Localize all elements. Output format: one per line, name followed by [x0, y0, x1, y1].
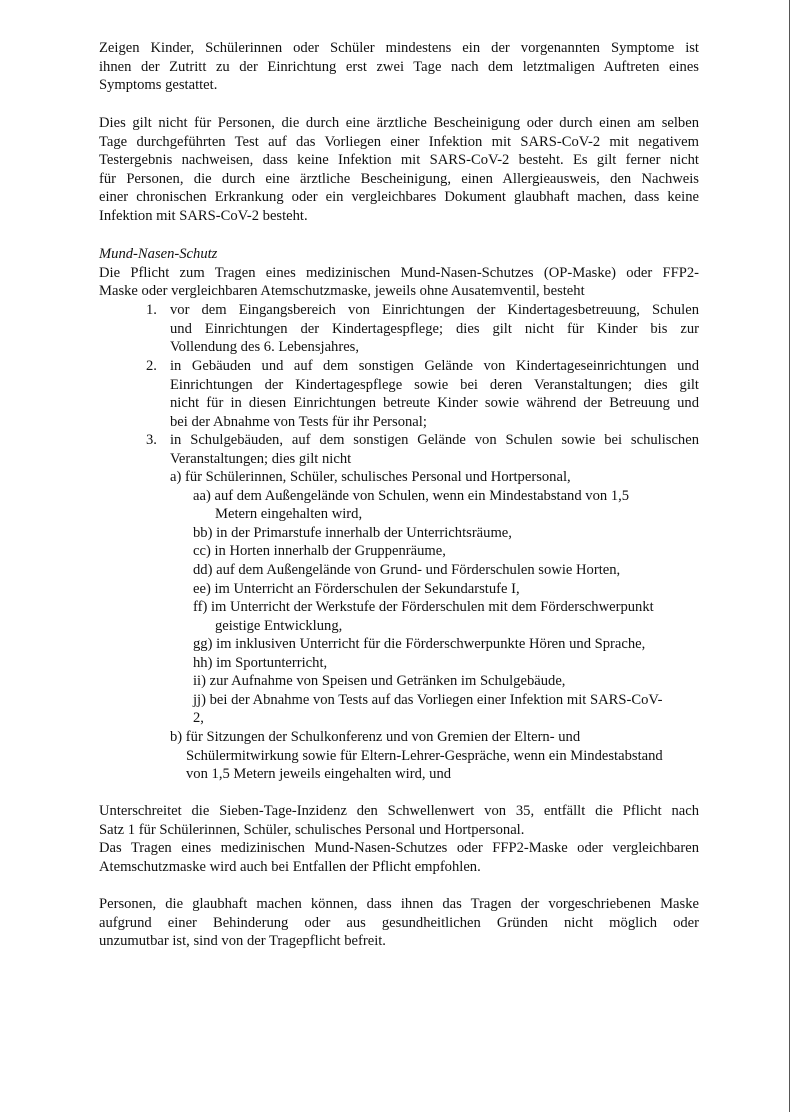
list-item: [170, 431, 699, 468]
text-line: Infektion mit SARS-CoV-2 besteht.: [99, 207, 308, 224]
text-line: Atemschutzmaske wird auch bei Entfallen der Pflicht empfohlen.: [99, 858, 481, 875]
sub-sub-item: ee) im Unterricht an Förderschulen der Sekundarstufe I,: [193, 581, 520, 597]
sub-item-a: a) für Schülerinnen, Schüler, schulisches Personal und Hortpersonal,: [170, 469, 571, 485]
text-line: und Einrichtungen der Kindertagespflege; dies gilt nicht für Kinder bis zur: [170, 320, 699, 337]
sub-sub-item: bb) in der Primarstufe innerhalb der Unterrichtsräume,: [193, 525, 512, 541]
text-line: bei der Abnahme von Tests für ihr Personal;: [170, 413, 427, 430]
list-number: 1.: [146, 302, 157, 318]
sub-item-b: b) für Sitzungen der Schulkonferenz und von Gremien der Eltern- und: [170, 729, 581, 745]
text-line: Zeigen Kinder, Schülerinnen oder Schüler mindestens ein der vorgenannten Symptome ist: [99, 40, 699, 56]
list-item: [170, 357, 699, 431]
text-line: Einrichtungen der Kindertagespflege sowie bei deren Veranstaltungen; dies gilt: [170, 376, 699, 393]
sub-sub-item-continuation: geistige Entwicklung,: [215, 618, 343, 634]
text-line: einer chronischen Erkrankung oder ein vergleichbares Dokument glaubhaft machen, dass keine: [99, 189, 699, 206]
text-line: Vollendung des 6. Lebensjahres,: [170, 339, 360, 356]
list-number: 3.: [146, 432, 157, 448]
text-line: Testergebnis nachweisen, dass keine Infektion mit SARS-CoV-2 besteht. Es gilt ferner nicht: [99, 152, 699, 169]
text-line: nicht für in diesen Einrichtungen betreute Kinder sowie während der Betreuung und: [170, 395, 699, 412]
text-line: ihnen der Zutritt zu der Einrichtung erst zwei Tage nach dem letztmaligen Auftreten eines: [99, 58, 699, 75]
sub-sub-item-continuation: 2,: [193, 710, 204, 726]
sub-item-b-continuation: Schülermitwirkung sowie für Eltern-Lehrer-Gespräche, wenn ein Mindestabstand: [186, 748, 663, 764]
text-line: in Gebäuden und auf dem sonstigen Gelände von Kindertageseinrichtungen und: [170, 358, 699, 374]
text-line: Personen, die glaubhaft machen können, dass ihnen das Tragen der vorgeschriebenen Maske: [99, 896, 699, 912]
sub-sub-item: hh) im Sportunterricht,: [193, 655, 328, 671]
text-line: für Personen, die durch eine ärztliche Bescheinigung, einen Allergieausweis, den Nachweis: [99, 170, 699, 187]
text-line: Veranstaltungen; dies gilt nicht: [170, 450, 352, 467]
paragraph-exceptions: [99, 114, 699, 226]
sub-sub-item: aa) auf dem Außengelände von Schulen, wenn ein Mindestabstand von 1,5: [193, 488, 630, 504]
section-heading: Mund-Nasen-Schutz: [99, 246, 218, 262]
sub-sub-item-continuation: Metern eingehalten wird,: [215, 506, 363, 522]
sub-sub-item: ii) zur Aufnahme von Speisen und Getränken im Schulgebäude,: [193, 673, 566, 689]
sub-sub-item: gg) im inklusiven Unterricht für die Förderschwerpunkte Hören und Sprache,: [193, 636, 646, 652]
text-line: Maske oder vergleichbaren Atemschutzmaske, jeweils ohne Ausatemventil, besteht: [99, 283, 585, 300]
text-line: unzumutbar ist, sind von der Tragepflicht befreit.: [99, 933, 386, 950]
text-line: vor dem Eingangsbereich von Einrichtungen der Kindertagesbetreuung, Schulen: [170, 302, 699, 318]
text-line: Tage durchgeführten Test auf das Vorliegen einer Infektion mit SARS-CoV-2 mit negativem: [99, 133, 699, 150]
text-line: in Schulgebäuden, auf dem sonstigen Gelände von Schulen sowie bei schulischen: [170, 432, 699, 448]
text-line: aufgrund einer Behinderung oder aus gesundheitlichen Gründen nicht möglich oder: [99, 914, 699, 931]
text-line: Symptoms gestattet.: [99, 77, 218, 94]
sub-item-b-continuation: von 1,5 Metern jeweils eingehalten wird, und: [186, 766, 452, 782]
sub-sub-item: cc) in Horten innerhalb der Gruppenräume,: [193, 543, 446, 559]
list-number: 2.: [146, 358, 157, 374]
paragraph-incidence: [99, 802, 699, 876]
list-item: [170, 301, 699, 357]
sub-sub-item: jj) bei der Abnahme von Tests auf das Vorliegen einer Infektion mit SARS-CoV-: [193, 692, 663, 708]
text-line: Die Pflicht zum Tragen eines medizinischen Mund-Nasen-Schutzes (OP-Maske) oder FFP2-: [99, 264, 699, 281]
text-line: Satz 1 für Schülerinnen, Schüler, schulisches Personal und Hortpersonal.: [99, 821, 525, 838]
paragraph-symptoms: [99, 39, 699, 95]
paragraph-exemption: [99, 895, 699, 951]
section-mund-nasen-schutz: [99, 245, 699, 301]
text-line: Das Tragen eines medizinischen Mund-Nasen-Schutzes oder FFP2-Maske oder vergleichbaren: [99, 840, 699, 857]
sub-sub-item: dd) auf dem Außengelände von Grund- und Förderschulen sowie Horten,: [193, 562, 621, 578]
page-edge-line: [789, 0, 790, 1112]
text-line: Dies gilt nicht für Personen, die durch eine ärztliche Bescheinigung oder durch einen am selben: [99, 115, 699, 131]
text-line: Unterschreitet die Sieben-Tage-Inzidenz den Schwellenwert von 35, entfällt die Pflicht nach: [99, 803, 699, 819]
sub-sub-item: ff) im Unterricht der Werkstufe der Förderschulen mit dem Förderschwerpunkt: [193, 599, 654, 615]
